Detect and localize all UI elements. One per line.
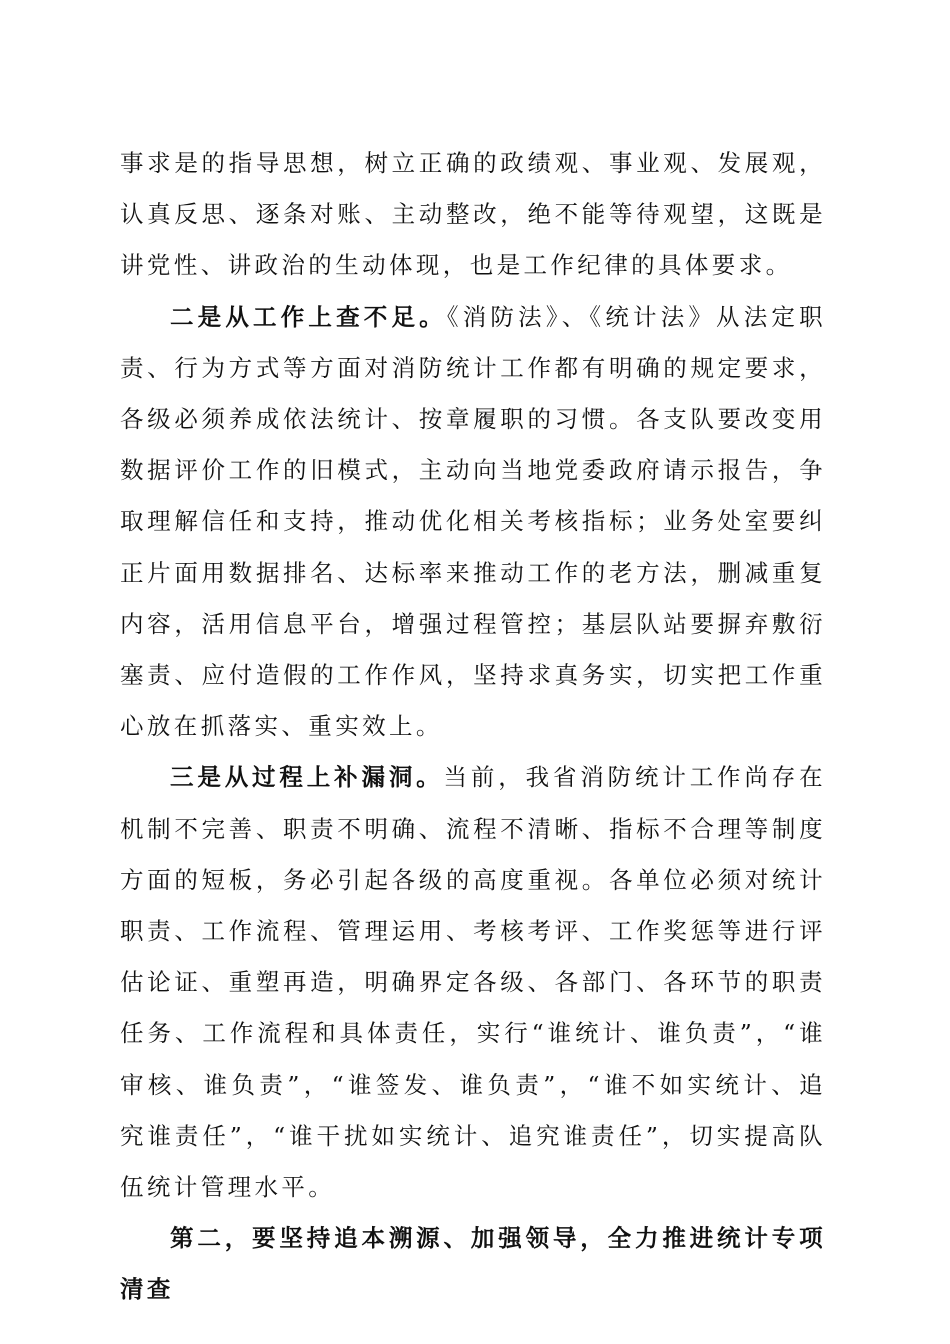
paragraph-text: 事求是的指导思想，树立正确的政绩观、事业观、发展观，认真反思、逐条对账、主动整改，绝不能等待观望，这既是讲党性、讲政治的生动体现，也是工作纪律的具体要求。 <box>120 149 826 280</box>
document-body <box>120 138 826 1316</box>
paragraph-text: 当前，我省消防统计工作尚存在机制不完善、职责不明确、流程不清晰、指标不合理等制度方面的短板，务必引起各级的高度重视。各单位必须对统计职责、工作流程、管理运用、考核考评、工作奖惩等进行评估论证、重塑再造，明确界定各级、各部门、各环节的职责任务、工作流程和具体责任，实行“谁统计、谁负责”，“谁审核、谁负责”，“谁签发、谁负责”，“谁不如实统计、追究谁责任”，“谁干扰如实统计、追究谁责任”，切实提高队伍统计管理水平。 <box>120 763 827 1202</box>
paragraph-continuation <box>120 138 826 292</box>
paragraph-work-deficiencies <box>120 292 826 753</box>
paragraph-text: 《消防法》、《统计法》从法定职责、行为方式等方面对消防统计工作都有明确的规定要求，各级必须养成依法统计、按章履职的习惯。各支队要改变用数据评价工作的旧模式，主动向当地党委政府请示报告，争取理解信任和支持，推动优化相关考核指标；业务处室要纠正片面用数据排名、达标率来推动工作的老方法，删减重复内容，活用信息平台，增强过程管控；基层队站要摒弃敷衍塞责、应付造假的工作作风，坚持求真务实，切实把工作重心放在抓落实、重实效上。 <box>120 302 826 741</box>
paragraph-lead: 二是从工作上查不足。 <box>170 302 447 331</box>
paragraph-process-loopholes <box>120 752 826 1213</box>
section-heading: 第二，要坚持追本溯源、加强领导，全力推进统计专项清查 <box>120 1224 826 1304</box>
paragraph-lead: 三是从过程上补漏洞。 <box>170 763 444 792</box>
